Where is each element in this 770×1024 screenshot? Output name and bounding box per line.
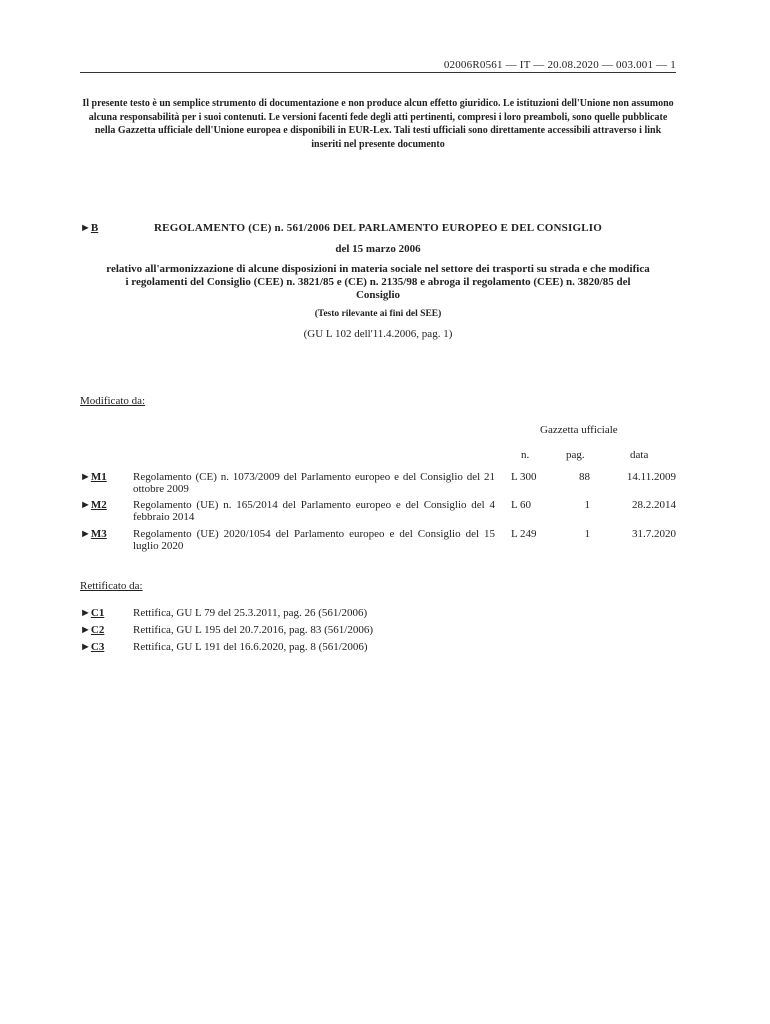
amendment-ref-link[interactable]: M3 [90, 528, 107, 540]
oj-column-header: Gazzetta ufficiale [540, 424, 618, 436]
amendment-page: 1 [584, 528, 590, 540]
amended-by-label: Modificato da: [80, 395, 146, 407]
column-data-header: data [630, 449, 649, 461]
corrigendum-ref-link[interactable]: C1 [90, 607, 105, 619]
amendment-date: 31.7.2020 [632, 528, 676, 540]
disclaimer-text: Il presente testo è un semplice strumento di documentazione e non produce alcun effetto giuridico. Le istituzioni dell'Unione non assumono alcuna responsabilità per i suoi contenuti. Le versioni facenti fede degli atti pertinenti, compresi i loro preamboli, sono quelle pubblicate nella Gazzetta ufficiale dell'Unione europea e disponibili in EUR-Lex. Tali testi ufficiali sono direttamente accessibili attraverso i link inseriti nel presente documento [82, 98, 674, 150]
eea-relevance: (Testo rilevante ai fini del SEE) [314, 309, 442, 319]
amendment-description: Regolamento (UE) 2020/1054 del Parlamento europeo e del Consiglio del 15 luglio 2020 [133, 528, 495, 552]
header-divider [80, 72, 676, 73]
arrow-icon: ► [80, 624, 91, 636]
corrigendum-description: Rettifica, GU L 191 del 16.6.2020, pag. 8 (561/2006) [133, 641, 368, 653]
amendment-oj-number: L 249 [511, 528, 537, 540]
corrigendum-ref-link[interactable]: C3 [90, 641, 105, 653]
corrigendum-ref-link[interactable]: C2 [90, 624, 105, 636]
amendment-marker [80, 499, 107, 511]
regulation-date: del 15 marzo 2006 [335, 243, 421, 255]
regulation-subject: relativo all'armonizzazione di alcune disposizioni in materia sociale nel settore dei trasporti su strada e che modifica i regolamenti del Consiglio (CEE) n. 3821/85 e (CE) n. 2135/98 e abroga il regolamento (CEE) n. 3820/85 del Consiglio [106, 263, 650, 301]
arrow-icon: ► [80, 641, 91, 653]
amendment-marker [80, 528, 107, 540]
amendment-description: Regolamento (UE) n. 165/2014 del Parlamento europeo e del Consiglio del 4 febbraio 2014 [133, 499, 495, 523]
amendment-marker [80, 471, 107, 483]
regulation-ref-link[interactable]: B [90, 222, 99, 234]
column-pag-header: pag. [566, 449, 585, 461]
amendment-date: 14.11.2009 [626, 471, 676, 483]
arrow-icon: ► [80, 528, 91, 540]
amendment-date: 28.2.2014 [632, 499, 676, 511]
amendment-oj-number: L 300 [511, 471, 537, 483]
corrigendum-marker [80, 641, 104, 653]
corrected-by-label: Rettificato da: [80, 580, 143, 592]
arrow-icon: ► [80, 607, 91, 619]
amendment-oj-number: L 60 [511, 499, 532, 511]
amendment-description: Regolamento (CE) n. 1073/2009 del Parlamento europeo e del Consiglio del 21 ottobre 2009 [133, 471, 495, 495]
corrigendum-marker [80, 624, 104, 636]
column-n-header: n. [521, 449, 530, 461]
arrow-icon: ► [80, 471, 91, 483]
amendment-ref-link[interactable]: M1 [90, 471, 107, 483]
amendment-page: 88 [579, 471, 590, 483]
corrigendum-description: Rettifica, GU L 195 del 20.7.2016, pag. 83 (561/2006) [133, 624, 374, 636]
document-reference: 02006R0561 — IT — 20.08.2020 — 003.001 — 1 [443, 59, 676, 71]
arrow-icon: ► [80, 222, 91, 234]
amendment-ref-link[interactable]: M2 [90, 499, 107, 511]
corrigendum-marker [80, 607, 104, 619]
regulation-title: REGOLAMENTO (CE) n. 561/2006 DEL PARLAMENTO EUROPEO E DEL CONSIGLIO [154, 222, 602, 234]
corrigendum-description: Rettifica, GU L 79 del 25.3.2011, pag. 26 (561/2006) [133, 607, 368, 619]
official-journal-reference: (GU L 102 dell'11.4.2006, pag. 1) [303, 328, 453, 340]
amendment-page: 1 [584, 499, 590, 511]
arrow-icon: ► [80, 499, 91, 511]
